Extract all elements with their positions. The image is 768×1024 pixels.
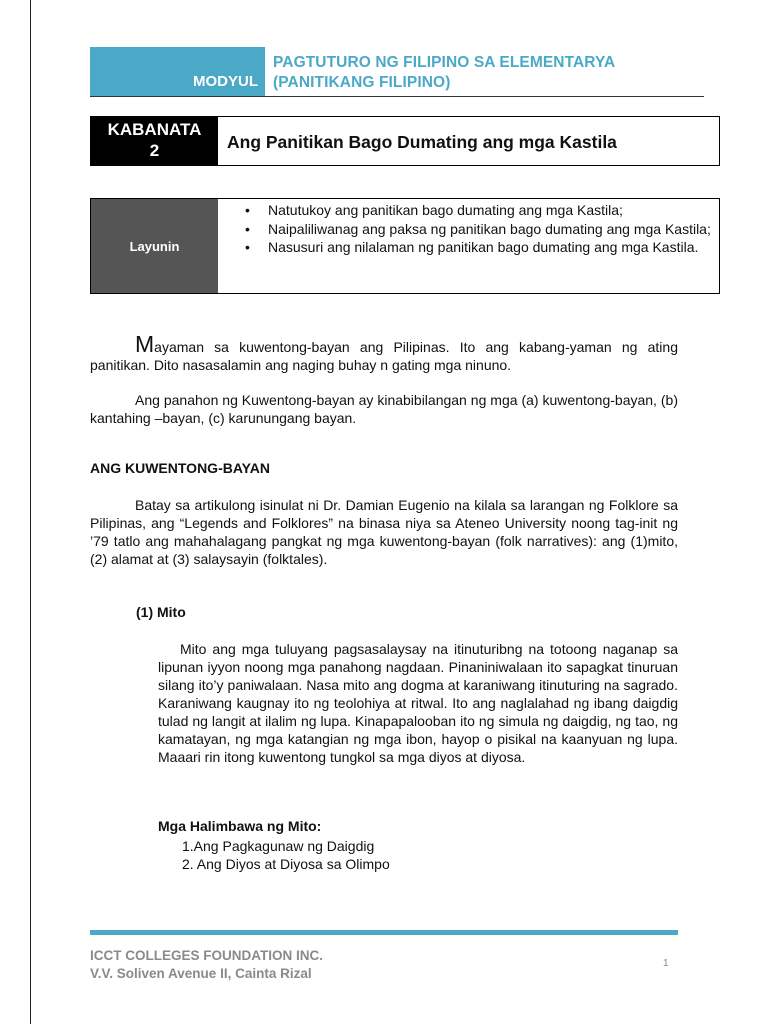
mito-heading: (1) Mito [136,604,186,620]
objectives-label: Layunin [91,199,218,293]
intro-paragraph-2: Ang panahon ng Kuwentong-bayan ay kinabibilangan ng mga (a) kuwentong-bayan, (b) kantahing –bayan, (c) karunungang bayan. [90,392,678,426]
module-title-line1: PAGTUTURO NG FILIPINO SA ELEMENTARYA [273,54,616,71]
examples-list [182,837,390,873]
objective-item: • Natutukoy ang panitikan bago dumating ang mga Kastila; [268,201,713,220]
chapter-label [91,117,218,165]
chapter-title: Ang Panitikan Bago Dumating ang mga Kastila [227,132,617,152]
footer-accent-bar [90,930,678,935]
modyul-label: MODYUL [193,73,258,90]
footer-institution [90,947,323,983]
objective-item: • Naipaliliwanag ang paksa ng panitikan bago dumating ang mga Kastila; [268,220,713,239]
module-title-line2: (PANITIKANG FILIPINO) [273,74,451,91]
intro-paragraph [90,331,678,374]
example-item: 2. Ang Diyos at Diyosa sa Olimpo [182,856,390,872]
footer-line1: ICCT COLLEGES FOUNDATION INC. [90,948,323,963]
mito-paragraph: Mito ang mga tuluyang pagsasalaysay na itinuturibng na totoong naganap sa lipunan iyyon noong mga panahong nagdaan. Pinaniniwalaan ito sapagkat tinuruan silang ito’y paniwalaan. Nasa mito ang dogma at karaniwang itinuturing na sagrado. Karaniwang kaugnay ito ng teolohiya at ritwal. Ito ang naglalahad ng ibang daigdig tulad ng langit at ilalim ng lupa. Kinapapalooban ito ng simula ng daigdig, ng tao, ng kamatayan, ng mga katangian ng mga ibon, hayop o pisikal na kaanyuan ng lupa. Maaari rin itong kuwentong tungkol sa mga diyos at diyosa. [158,641,678,765]
chapter-number: 2 [149,141,160,160]
section-paragraph: Batay sa artikulong isinulat ni Dr. Damian Eugenio na kilala sa larangan ng Folklore sa Pilipinas, ang “Legends and Folklores” na binasa niya sa Ateneo University noong tag-init ng ’79 tatlo ang mahahalagang pangkat ng mga kuwentong-bayan (folk narratives): ang (1)mito, (2) alamat at (3) salaysayin (folktales). [90,497,678,567]
page-number: 1 [663,958,669,969]
footer-line2: V.V. Soliven Avenue II, Cainta Rizal [90,966,312,981]
module-title [273,53,615,93]
drop-cap: M [135,331,155,357]
objectives-list [218,199,719,257]
chapter-label-word: KABANATA [107,120,202,139]
intro-text: ayaman sa kuwentong-bayan ang Pilipinas. Ito ang kabang-yaman ng ating panitikan. Dito nasasalamin ang naging buhay n gating mga ninuno. [90,339,678,373]
left-margin-rule [30,0,31,1024]
chapter-box [90,116,720,166]
header-divider [90,96,704,97]
example-item: 1.Ang Pagkagunaw ng Daigdig [182,838,375,854]
objective-item: • Nasusuri ang nilalaman ng panitikan bago dumating ang mga Kastila. [268,238,713,257]
objectives-table [90,198,720,294]
section-heading: ANG KUWENTONG-BAYAN [90,460,270,476]
examples-heading: Mga Halimbawa ng Mito: [158,818,322,834]
